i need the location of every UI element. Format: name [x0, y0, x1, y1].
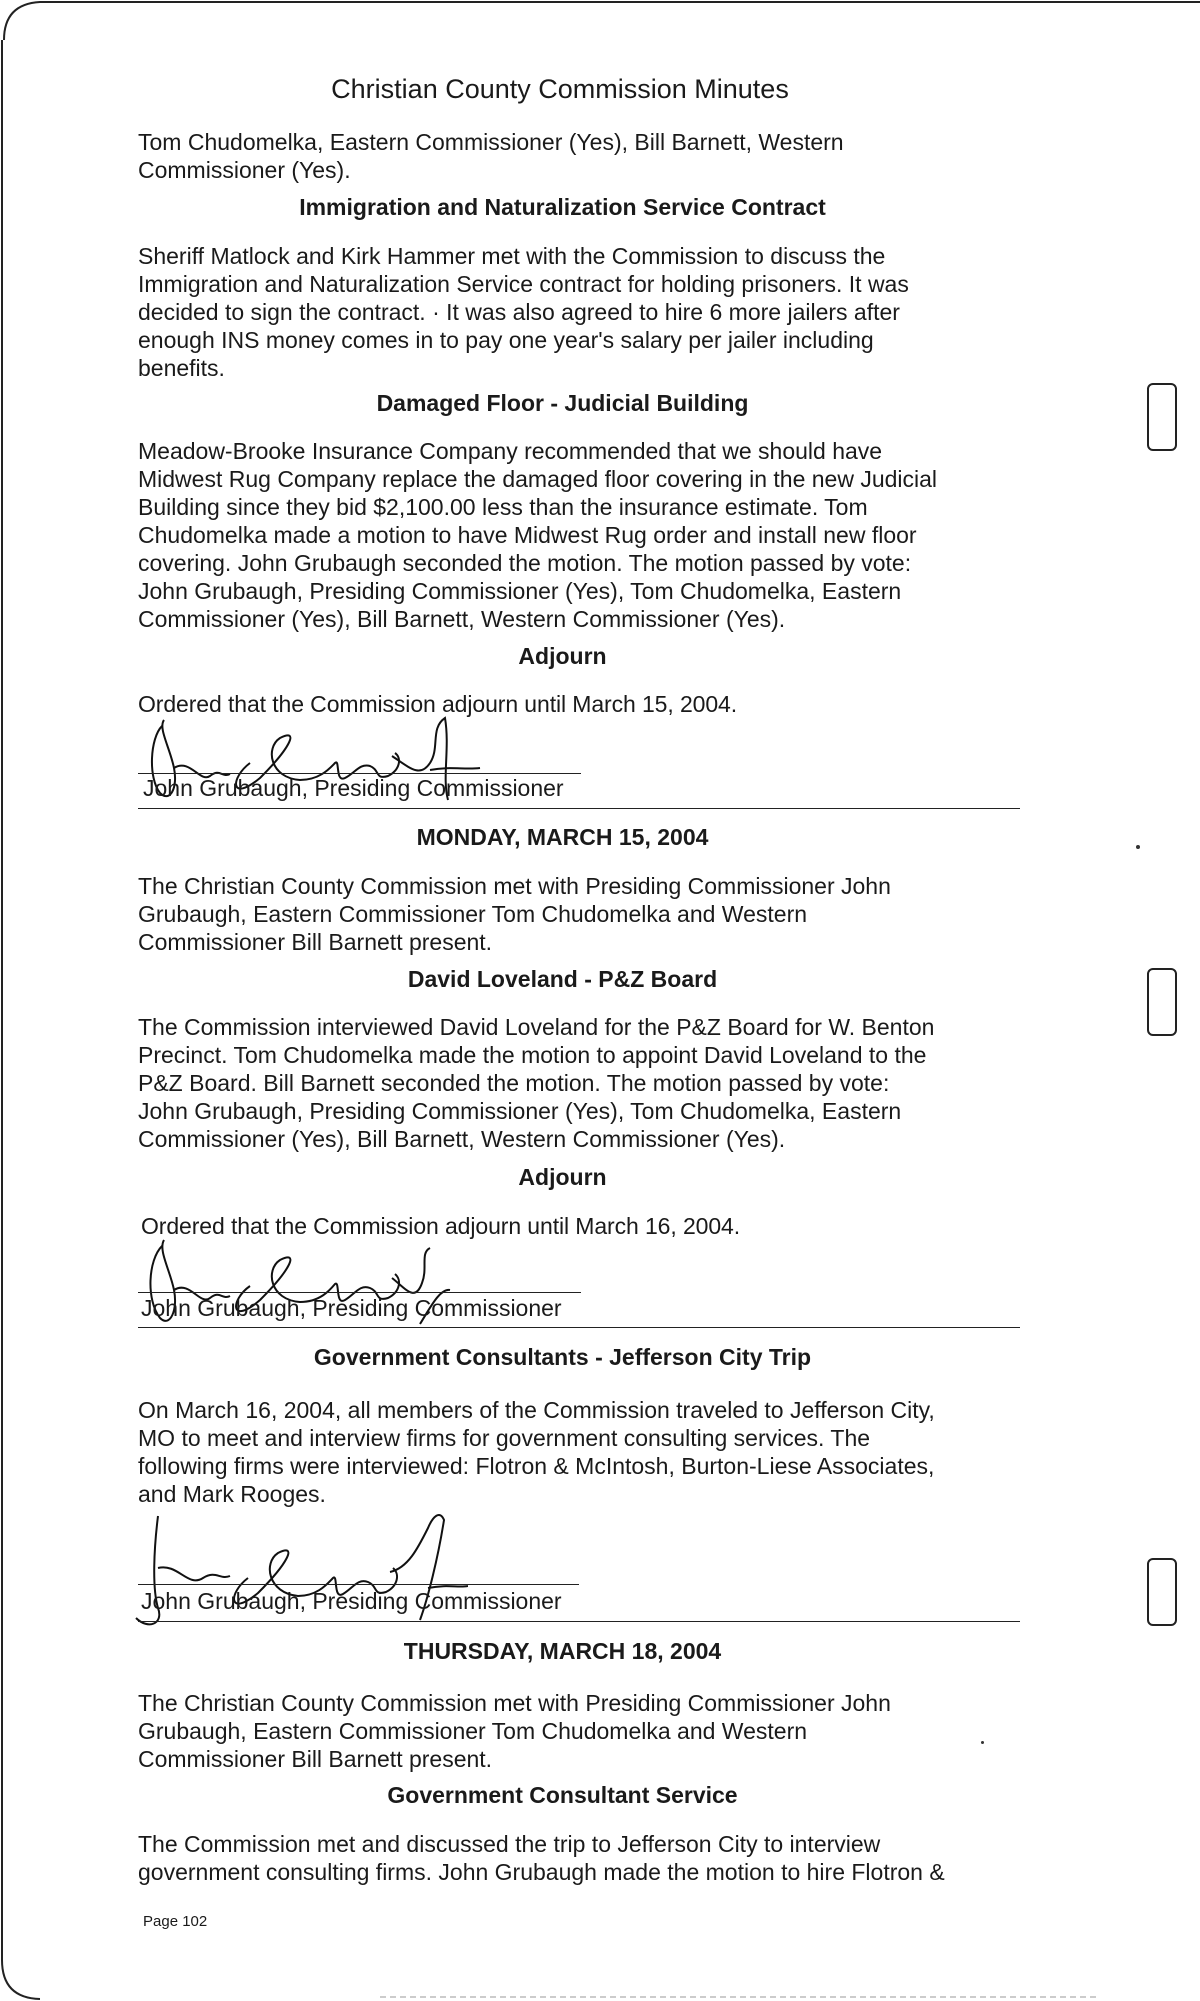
text-line: following firms were interviewed: Flotron & McIntosh, Burton-Liese Associates, [138, 1453, 935, 1479]
text-line: Commissioner (Yes), Bill Barnett, Western Commissioner (Yes). [138, 606, 786, 632]
text-line: The Commission met and discussed the trip to Jefferson City to interview [138, 1831, 881, 1857]
text-line: Midwest Rug Company replace the damaged floor covering in the new Judicial [138, 466, 938, 492]
march-15-intro-paragraph [138, 872, 1008, 956]
text-line: The Christian County Commission met with Presiding Commissioner John [138, 873, 891, 899]
ins-contract-paragraph [138, 242, 1008, 382]
text-line: benefits. [138, 355, 225, 381]
text-line: and Mark Rooges. [138, 1481, 326, 1507]
signature-line [138, 773, 581, 774]
text-line: On March 16, 2004, all members of the Commission traveled to Jefferson City, [138, 1397, 935, 1423]
text-line: P&Z Board. Bill Barnett seconded the motion. The motion passed by vote: [138, 1070, 890, 1096]
adjourn-order-text: Ordered that the Commission adjourn until March 15, 2004. [138, 691, 738, 717]
signature-caption: John Grubaugh, Presiding Commissioner [141, 1588, 562, 1614]
date-heading-march-15: MONDAY, MARCH 15, 2004 [416, 824, 709, 850]
signature-caption: John Grubaugh, Presiding Commissioner [143, 775, 564, 801]
text-line: The Commission interviewed David Loveland for the P&Z Board for W. Benton [138, 1014, 935, 1040]
section-heading-ins-contract: Immigration and Naturalization Service Contract [299, 194, 826, 220]
section-divider [138, 1621, 1020, 1622]
page-number: Page 102 [143, 1913, 208, 1930]
signature-caption: John Grubaugh, Presiding Commissioner [141, 1295, 562, 1321]
text-line: Commissioner Bill Barnett present. [138, 929, 493, 955]
section-heading-adjourn: Adjourn [518, 643, 607, 669]
text-line: Commissioner Bill Barnett present. [138, 1746, 493, 1772]
signature-line [138, 1292, 581, 1293]
signature-line [138, 1584, 579, 1585]
text-line: John Grubaugh, Presiding Commissioner (Yes), Tom Chudomelka, Eastern [138, 1098, 902, 1124]
section-heading-consultants-trip: Government Consultants - Jefferson City Trip [313, 1344, 812, 1370]
text-line: Grubaugh, Eastern Commissioner Tom Chudomelka and Western [138, 901, 808, 927]
scan-speck [981, 1741, 984, 1744]
consultants-trip-paragraph [138, 1396, 1008, 1508]
text-line: Immigration and Naturalization Service contract for holding prisoners. It was [138, 271, 909, 297]
text-line: Precinct. Tom Chudomelka made the motion to appoint David Loveland to the [138, 1042, 927, 1068]
text-line: Meadow-Brooke Insurance Company recommended that we should have [138, 438, 883, 464]
binder-hole [1147, 968, 1177, 1036]
consultant-service-paragraph [138, 1830, 1008, 1886]
text-line: Chudomelka made a motion to have Midwest Rug order and install new floor [138, 522, 917, 548]
march-18-intro-paragraph [138, 1689, 1008, 1773]
damaged-floor-paragraph [138, 437, 1008, 633]
text-line: The Christian County Commission met with Presiding Commissioner John [138, 1690, 891, 1716]
text-line: Commissioner (Yes), Bill Barnett, Western Commissioner (Yes). [138, 1126, 786, 1152]
page-title: Christian County Commission Minutes [331, 74, 789, 104]
loveland-paragraph [138, 1013, 1008, 1153]
date-heading-march-18: THURSDAY, MARCH 18, 2004 [403, 1638, 722, 1664]
text-line: Building since they bid $2,100.00 less than the insurance estimate. Tom [138, 494, 868, 520]
section-heading-adjourn: Adjourn [518, 1164, 607, 1190]
handwritten-signature [128, 1508, 468, 1633]
section-heading-consultant-service: Government Consultant Service [387, 1782, 738, 1808]
text-line: Grubaugh, Eastern Commissioner Tom Chudomelka and Western [138, 1718, 808, 1744]
text-line: government consulting firms. John Grubaugh made the motion to hire Flotron & [138, 1859, 945, 1885]
text-line: enough INS money comes in to pay one year's salary per jailer including [138, 327, 874, 353]
binder-hole [1147, 383, 1177, 451]
section-divider [138, 808, 1020, 809]
opening-paragraph [138, 128, 1008, 184]
scan-speck [1136, 845, 1140, 849]
text-line: John Grubaugh, Presiding Commissioner (Yes), Tom Chudomelka, Eastern [138, 578, 902, 604]
section-heading-loveland: David Loveland - P&Z Board [407, 966, 718, 992]
text-line: Commissioner (Yes). [138, 157, 351, 183]
section-heading-damaged-floor: Damaged Floor - Judicial Building [376, 390, 749, 416]
text-line: Tom Chudomelka, Eastern Commissioner (Yes), Bill Barnett, Western [138, 129, 844, 155]
section-divider [138, 1327, 1020, 1328]
text-line: covering. John Grubaugh seconded the motion. The motion passed by vote: [138, 550, 912, 576]
adjourn-order-text: Ordered that the Commission adjourn until March 16, 2004. [141, 1213, 741, 1239]
binder-hole [1147, 1558, 1177, 1626]
text-line: decided to sign the contract. · It was also agreed to hire 6 more jailers after [138, 299, 900, 325]
text-line: Sheriff Matlock and Kirk Hammer met with the Commission to discuss the [138, 243, 886, 269]
text-line: MO to meet and interview firms for government consulting services. The [138, 1425, 871, 1451]
